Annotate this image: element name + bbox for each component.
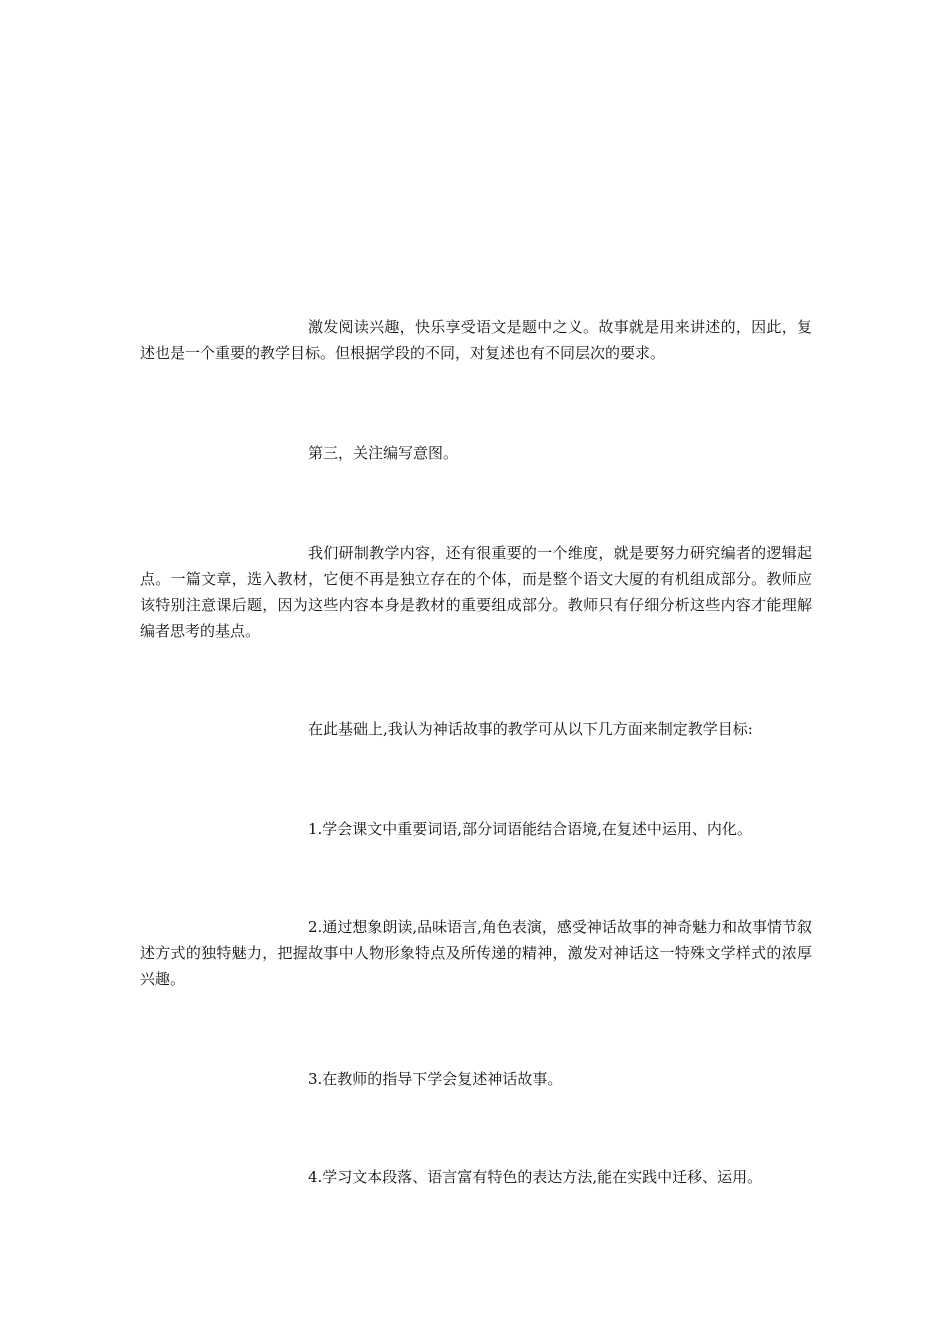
goal-item-2: 2.通过想象朗读,品味语言,角色表演，感受神话故事的神奇魅力和故事情节叙述方式的独特魅力，把握故事中人物形象特点及所传递的精神，激发对神话这一特殊文学样式的浓厚兴趣。: [140, 918, 812, 988]
goal-item-1: 1.学会课文中重要词语,部分词语能结合语境,在复述中运用、内化。: [308, 820, 752, 838]
goal-item-4: 4.学习文本段落、语言富有特色的表达方法,能在实践中迁移、运用。: [308, 1168, 763, 1186]
goal-item-3: 3.在教师的指导下学会复述神话故事。: [308, 1070, 563, 1088]
paragraph-reading-interest: 激发阅读兴趣，快乐享受语文是题中之义。故事就是用来讲述的，因此，复述也是一个重要的教学目标。但根据学段的不同，对复述也有不同层次的要求。: [140, 318, 812, 362]
paragraph-heading-third: 第三，关注编写意图。: [308, 444, 459, 462]
paragraph-goals-intro: 在此基础上,我认为神话故事的教学可从以下几方面来制定教学目标:: [308, 720, 753, 738]
paragraph-editor-intent: 我们研制教学内容，还有很重要的一个维度，就是要努力研究编者的逻辑起点。一篇文章，选入教材，它便不再是独立存在的个体，而是整个语文大厦的有机组成部分。教师应该特别注意课后题，因为这些内容本身是教材的重要组成部分。教师只有仔细分析这些内容才能理解编者思考的基点。: [140, 544, 812, 640]
